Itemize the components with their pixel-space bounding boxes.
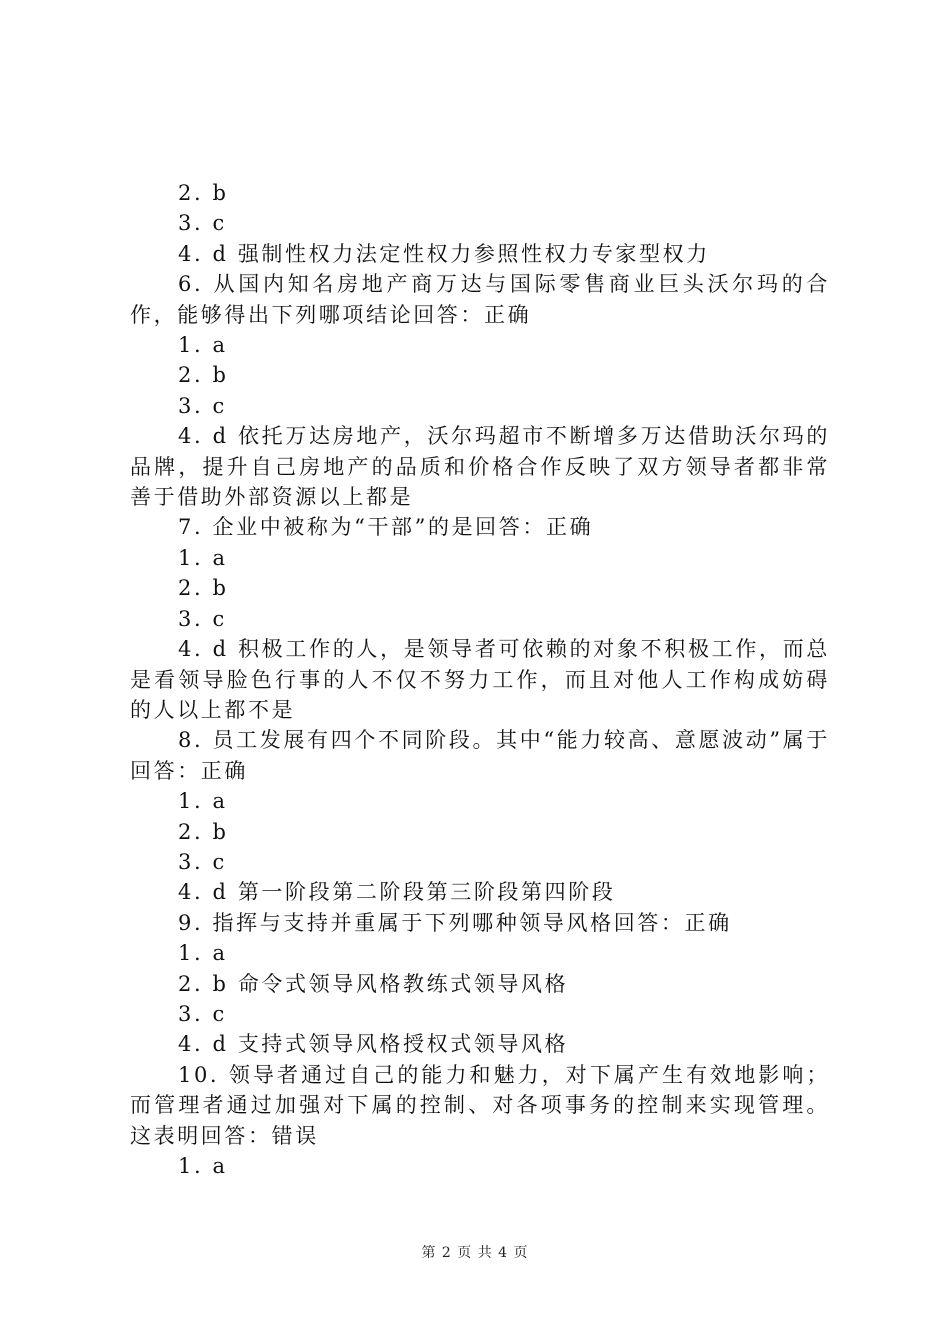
- option-line: 3. c: [178, 606, 227, 631]
- option-line: 3. c: [178, 1001, 227, 1026]
- option-line: 2. b: [178, 819, 229, 844]
- option-line: 1. a: [178, 333, 228, 358]
- option-line: 2. b: [178, 363, 229, 388]
- question-paragraph: 6. 从国内知名房地产商万达与国际零售商业巨头沃尔玛的合作，能够得出下列哪项结论回答：正确: [130, 272, 830, 327]
- option-line: 1. a: [178, 789, 228, 814]
- option-line: 1. a: [178, 545, 228, 570]
- option-line: 3. c: [178, 211, 227, 236]
- option-line: 4. d 支持式领导风格授权式领导风格: [178, 1032, 569, 1057]
- question-paragraph: 8. 员工发展有四个不同阶段。其中“能力较高、意愿波动”属于回答：正确: [130, 728, 830, 783]
- option-line: 1. a: [178, 1154, 228, 1178]
- option-line: 4. d 强制性权力法定性权力参照性权力专家型权力: [178, 241, 710, 266]
- option-line: 2. b 命令式领导风格教练式领导风格: [178, 971, 569, 996]
- question-paragraph: 7. 企业中被称为“干部”的是回答：正确: [178, 515, 594, 540]
- answer-paragraph: 4. d 积极工作的人，是领导者可依赖的对象不积极工作，而总是看领导脸色行事的人不仅不努力工作，而且对他人工作构成妨碍的人以上都不是: [130, 637, 830, 722]
- option-line: 2. b: [178, 181, 229, 205]
- answer-paragraph: 4. d 依托万达房地产，沃尔玛超市不断增多万达借助沃尔玛的品牌，提升自己房地产的品质和价格合作反映了双方领导者都非常善于借助外部资源以上都是: [130, 424, 830, 510]
- document-body: [130, 178, 830, 1181]
- question-paragraph: 10. 领导者通过自己的能力和魅力，对下属产生有效地影响；而管理者通过加强对下属的控制、对各项事务的控制来实现管理。这表明回答：错误: [130, 1062, 830, 1148]
- option-line: 3. c: [178, 393, 227, 418]
- option-line: 4. d 第一阶段第二阶段第三阶段第四阶段: [178, 880, 616, 905]
- option-line: 2. b: [178, 576, 229, 601]
- question-line: 9. 指挥与支持并重属于下列哪种领导风格回答：正确: [178, 910, 732, 935]
- page-footer: 第 2 页 共 4 页: [421, 1245, 529, 1261]
- option-line: 3. c: [178, 849, 227, 874]
- option-line: 1. a: [178, 941, 228, 966]
